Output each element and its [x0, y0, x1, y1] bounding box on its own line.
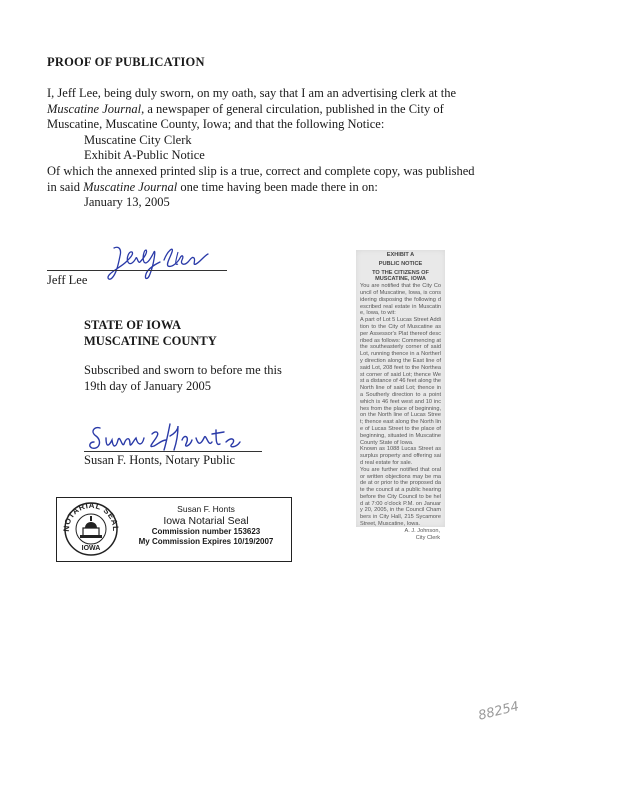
- clipping-paragraph-3: Known as 1088 Lucas Street as surplus property and offering said real estate for sale.: [360, 446, 441, 466]
- clipping-signer: A. J. Johnson,: [404, 527, 440, 534]
- venue-county: MUSCATINE COUNTY: [84, 334, 217, 348]
- seal-title: Iowa Notarial Seal: [163, 515, 249, 527]
- body-line-6: Of which the annexed printed slip is a true, correct and complete copy, was published: [47, 163, 475, 178]
- jurat-line-2: 19th day of January 2005: [84, 378, 212, 393]
- notice-title: Exhibit A-Public Notice: [84, 148, 205, 163]
- notarial-seal-emblem: [60, 500, 122, 558]
- notice-requester: Muscatine City Clerk: [84, 132, 192, 147]
- seal-commission-expiry: My Commission Expires 10/19/2007: [138, 537, 274, 546]
- clipping-paragraph-2: A part of Lot 5 Lucas Street Addition to the City of Muscatine as per Assessor's Plat thereof described as follows: Commencing at the southeasterly corner of said Lot, running thence in a Northerly direction along the East line of said Lot, 208 feet to the Northeast corner of said Lot; thence West a distance of 46 feet along the North line of said Lot; thence in a Southerly direction to a point which is 46 feet west and 10 inches from the place of beginning, on the North line of Lucas Street; thence east along the North line of Lucas Street to the place of beginning, situated in Muscatine County State of Iowa.: [360, 317, 441, 446]
- notary-signature-line: [84, 451, 262, 452]
- body-line-3: Muscatine, Muscatine County, Iowa; and that the following Notice:: [47, 117, 385, 132]
- jurat-line-1: Subscribed and sworn to before me this: [84, 363, 282, 377]
- notary-printed-name: Susan F. Honts, Notary Public: [84, 453, 236, 467]
- seal-notary-name: Susan F. Honts: [177, 504, 235, 514]
- seal-commission-number: Commission number 153623: [151, 527, 261, 536]
- venue-state: STATE OF IOWA: [84, 318, 182, 332]
- affiant-signature-line: [47, 270, 227, 271]
- clipping-signer-title: City Clerk: [415, 534, 440, 541]
- body-line-7: in said Muscatine Journal one time having been made there in on:: [47, 179, 378, 194]
- seal-emblem-top-text: NOTARIAL SEAL: [61, 500, 121, 532]
- jurat-block: [84, 363, 282, 394]
- publication-date: January 13, 2005: [84, 195, 170, 210]
- clipping-paragraph-1: You are notified that the City Council of Muscatine, Iowa, is considering disposing the following described real estate in Muscatine, Iowa, to wit:: [360, 283, 441, 317]
- clipping-heading-citizens: TO THE CITIZENS OF MUSCATINE, IOWA: [372, 269, 429, 283]
- affidavit-body: [47, 86, 477, 211]
- seal-text-block: [123, 504, 289, 547]
- newspaper-name: Muscatine Journal: [47, 101, 142, 116]
- body-line-2: Muscatine Journal, a newspaper of general circulation, published in the City of: [47, 101, 444, 116]
- handwritten-file-number: 88254: [476, 699, 521, 724]
- affiant-signature: [104, 242, 214, 284]
- document-title: PROOF OF PUBLICATION: [47, 55, 205, 69]
- newspaper-clipping: [356, 250, 445, 541]
- notary-signature: [86, 418, 246, 458]
- venue-block: [84, 317, 217, 349]
- affiant-printed-name: Jeff Lee: [47, 273, 88, 287]
- clipping-heading-notice: PUBLIC NOTICE: [378, 260, 423, 267]
- newspaper-name: Muscatine Journal: [83, 179, 178, 194]
- seal-emblem-bottom-text: IOWA: [81, 545, 101, 552]
- clipping-heading-exhibit: EXHIBIT A: [386, 252, 415, 258]
- clipping-paragraph-4: You are further notified that oral or written objections may be made at or prior to the proposed date the council at a public hearing before the City Council to be held at 7:00 o'clock P.M. on January 20, 2005, in the Council Chambers in City Hall, 215 Sycamore Street, Muscatine, Iowa.: [360, 466, 441, 528]
- body-line-1: I, Jeff Lee, being duly sworn, on my oath, say that I am an advertising clerk at the: [47, 86, 457, 100]
- notarial-seal-stamp: [56, 497, 292, 562]
